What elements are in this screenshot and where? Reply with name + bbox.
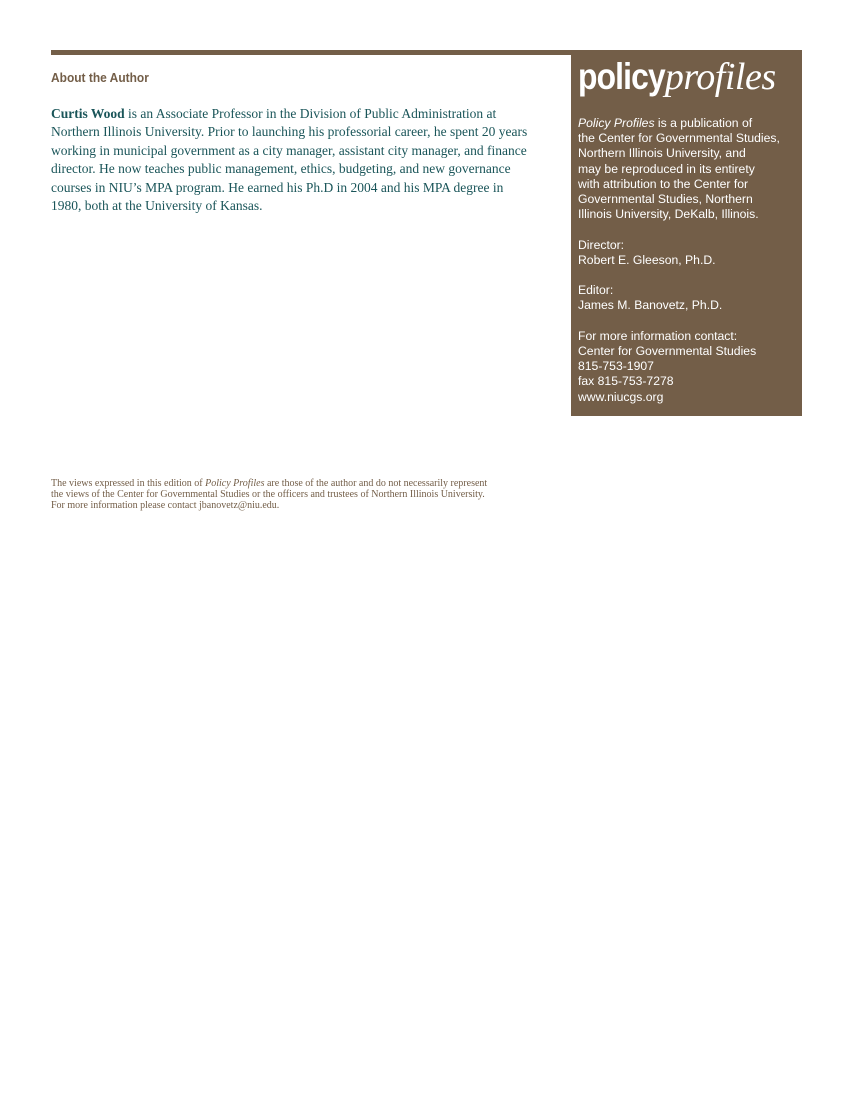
contact-fax: fax 815-753-7278 bbox=[578, 374, 674, 389]
publication-line: may be reproduced in its entirety bbox=[578, 161, 755, 176]
author-name: Curtis Wood bbox=[51, 106, 125, 121]
disclaimer-contact-line: For more information please contact jbanovetz@niu.edu. bbox=[51, 500, 280, 511]
author-bio-line: courses in NIU’s MPA program. He earned his Ph.D in 2004 and his MPA degree in bbox=[51, 179, 504, 195]
author-bio-line: working in municipal government as a city manager, assistant city manager, and finance bbox=[51, 142, 527, 158]
about-author-heading: About the Author bbox=[51, 70, 149, 85]
logo-word-policy: policy bbox=[578, 56, 665, 97]
contact-org: Center for Governmental Studies bbox=[578, 344, 757, 358]
contact-phone: 815-753-1907 bbox=[578, 359, 654, 374]
contact-label: For more information contact: bbox=[578, 328, 738, 343]
editor-label: Editor: bbox=[578, 283, 614, 298]
publication-line: the Center for Governmental Studies, bbox=[578, 131, 780, 146]
author-bio-line: 1980, both at the University of Kansas. bbox=[51, 198, 263, 214]
author-bio-line: director. He now teaches public management, ethics, budgeting, and new governance bbox=[51, 161, 511, 177]
disclaimer-line: The views expressed in this edition of Policy Profiles are those of the author and do not necessarily represent bbox=[51, 478, 488, 489]
policy-profiles-logo bbox=[578, 54, 776, 108]
author-bio bbox=[51, 105, 551, 215]
disclaimer-line: the views of the Center for Governmental Studies or the officers and trustees of Northern Illinois University. bbox=[51, 489, 485, 500]
publication-title: Policy Profiles bbox=[578, 116, 655, 130]
website-link[interactable]: www.niucgs.org bbox=[578, 389, 664, 404]
publication-line: with attribution to the Center for bbox=[578, 176, 749, 191]
editor-name: James M. Banovetz, Ph.D. bbox=[578, 298, 723, 313]
publication-line: Governmental Studies, Northern bbox=[578, 192, 753, 207]
author-bio-text: is an Associate Professor in the Division of Public Administration at bbox=[124, 106, 497, 121]
top-divider-rule bbox=[51, 50, 571, 55]
director-label: Director: bbox=[578, 237, 625, 252]
publication-line: Policy Profiles is a publication of bbox=[578, 116, 753, 130]
publication-sidebar bbox=[571, 50, 802, 416]
disclaimer-publication-title: Policy Profiles bbox=[205, 478, 265, 489]
sidebar-info bbox=[578, 116, 800, 405]
disclaimer bbox=[51, 478, 551, 511]
director-name: Robert E. Gleeson, Ph.D. bbox=[578, 252, 716, 267]
spacer bbox=[578, 268, 800, 283]
spacer bbox=[578, 222, 800, 237]
spacer bbox=[578, 314, 800, 329]
logo-word-profiles: profiles bbox=[664, 56, 776, 98]
author-bio-line bbox=[51, 105, 551, 123]
author-bio-line: Northern Illinois University. Prior to launching his professorial career, he spent 20 years bbox=[51, 124, 528, 140]
publication-line: Northern Illinois University, and bbox=[578, 146, 746, 161]
publication-line: Illinois University, DeKalb, Illinois. bbox=[578, 207, 759, 222]
